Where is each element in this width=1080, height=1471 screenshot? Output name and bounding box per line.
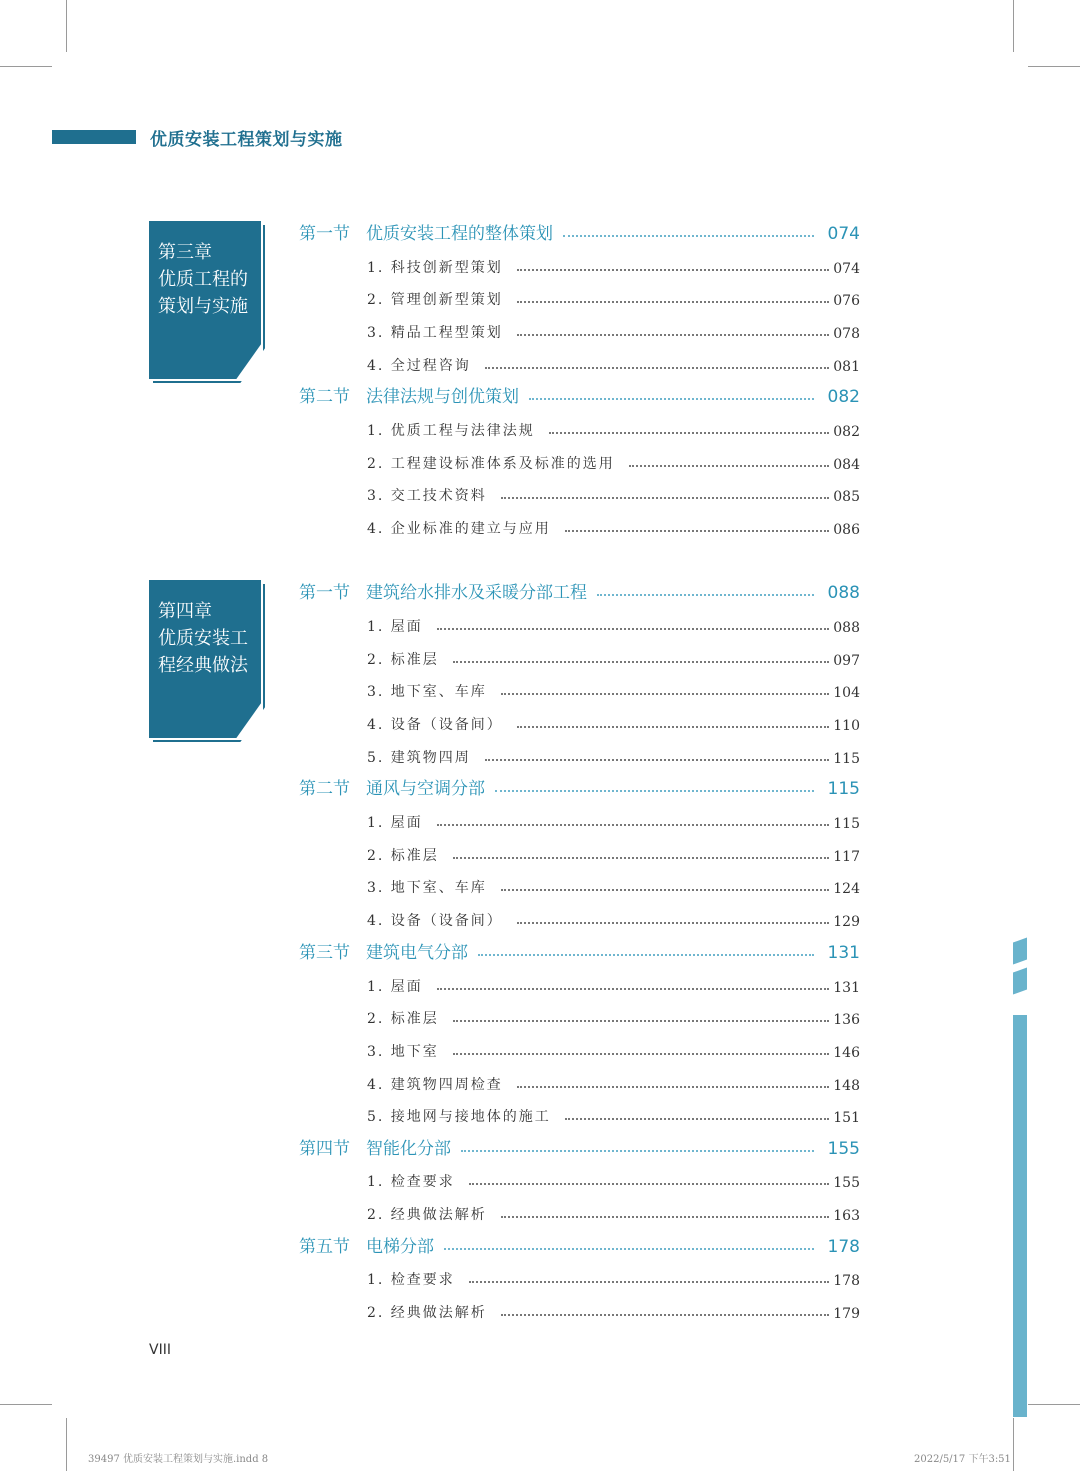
dot-leader	[517, 301, 829, 303]
toc-item-row[interactable]	[367, 314, 860, 342]
item-page-number: 110	[833, 718, 860, 734]
toc-item-row[interactable]	[367, 641, 860, 669]
section-number: 第四节	[299, 1139, 350, 1159]
toc-item-row[interactable]	[367, 347, 860, 375]
dot-leader	[501, 497, 829, 499]
dot-leader	[444, 1248, 814, 1250]
item-page-number: 086	[833, 522, 860, 538]
item-page-number: 085	[833, 489, 860, 505]
running-header-title: 优质安装工程策划与实施	[150, 130, 343, 150]
toc-item-row[interactable]	[367, 510, 860, 538]
section-number: 第五节	[299, 1237, 350, 1257]
item-title: 1. 屋面	[367, 619, 423, 635]
item-page-number: 088	[833, 620, 860, 636]
item-title: 3. 地下室、车库	[367, 880, 487, 896]
toc-item-row[interactable]	[367, 412, 860, 440]
item-title: 5. 建筑物四周	[367, 750, 471, 766]
item-title: 1. 优质工程与法律法规	[367, 423, 535, 439]
item-title: 4. 企业标准的建立与应用	[367, 521, 551, 537]
toc-item-row[interactable]	[367, 673, 860, 701]
item-page-number: 151	[833, 1110, 860, 1126]
toc-item-row[interactable]	[367, 968, 860, 996]
dot-leader	[453, 1020, 829, 1022]
section-title: 优质安装工程的整体策划	[366, 224, 553, 244]
crop-mark	[0, 1404, 52, 1405]
chapter-name-line: 优质工程的	[158, 269, 248, 290]
item-page-number: 084	[833, 457, 860, 473]
chapter-4-title	[158, 598, 248, 679]
section-title: 建筑电气分部	[366, 943, 468, 963]
item-page-number: 115	[833, 816, 860, 832]
toc-section-row[interactable]	[299, 575, 860, 603]
chapter-3-box	[149, 221, 263, 381]
dot-leader	[453, 1053, 829, 1055]
item-page-number: 163	[833, 1208, 860, 1224]
item-title: 3. 地下室、车库	[367, 684, 487, 700]
toc-section-row[interactable]	[299, 771, 860, 799]
dot-leader	[469, 1183, 829, 1185]
item-page-number: 078	[833, 326, 860, 342]
header-accent-bar	[52, 130, 136, 144]
item-title: 4. 设备（设备间）	[367, 913, 503, 929]
dot-leader	[437, 824, 829, 826]
edge-stripe	[1013, 937, 1027, 964]
dot-leader	[453, 661, 829, 663]
toc-item-row[interactable]	[367, 445, 860, 473]
chapter-name-line: 策划与实施	[158, 296, 248, 317]
toc-item-row[interactable]	[367, 608, 860, 636]
section-page-number: 155	[827, 1139, 860, 1159]
dot-leader	[485, 367, 829, 369]
item-page-number: 074	[833, 261, 860, 277]
toc-item-row[interactable]	[367, 249, 860, 277]
section-page-number: 178	[827, 1237, 860, 1257]
crop-mark	[1028, 1404, 1080, 1405]
toc-item-row[interactable]	[367, 1033, 860, 1061]
dot-leader	[517, 726, 829, 728]
item-page-number: 129	[833, 914, 860, 930]
dot-leader	[563, 235, 814, 237]
footer-file-info: 39497 优质安装工程策划与实施.indd 8	[88, 1454, 269, 1465]
section-number: 第一节	[299, 224, 350, 244]
item-title: 2. 标准层	[367, 652, 439, 668]
item-page-number: 117	[833, 849, 860, 865]
dot-leader	[517, 922, 829, 924]
toc-section-row[interactable]	[299, 1229, 860, 1257]
toc-item-row[interactable]	[367, 837, 860, 865]
dot-leader	[565, 1118, 829, 1120]
dot-leader	[501, 693, 829, 695]
chapter-label: 第三章	[158, 242, 212, 263]
chapter-name-line: 程经典做法	[158, 655, 248, 676]
item-title: 3. 交工技术资料	[367, 488, 487, 504]
item-page-number: 148	[833, 1078, 860, 1094]
crop-mark	[1013, 1418, 1014, 1471]
dot-leader	[478, 954, 814, 956]
edge-stripe	[1013, 967, 1027, 994]
edge-stripe	[1013, 1015, 1027, 1417]
item-title: 1. 屋面	[367, 815, 423, 831]
item-title: 1. 屋面	[367, 979, 423, 995]
item-title: 4. 建筑物四周检查	[367, 1077, 503, 1093]
item-page-number: 136	[833, 1012, 860, 1028]
section-title: 电梯分部	[366, 1237, 434, 1257]
toc-item-row[interactable]	[367, 902, 860, 930]
section-number: 第二节	[299, 387, 350, 407]
toc-section-row[interactable]	[299, 1131, 860, 1159]
item-title: 2. 管理创新型策划	[367, 292, 503, 308]
item-page-number: 124	[833, 881, 860, 897]
dot-leader	[517, 269, 829, 271]
section-page-number: 115	[827, 779, 860, 799]
dot-leader	[495, 790, 814, 792]
dot-leader	[517, 334, 829, 336]
section-number: 第二节	[299, 779, 350, 799]
chapter-label: 第四章	[158, 601, 212, 622]
dot-leader	[501, 1314, 829, 1316]
chapter-name-line: 优质安装工	[158, 628, 248, 649]
item-page-number: 179	[833, 1306, 860, 1322]
item-title: 3. 地下室	[367, 1044, 439, 1060]
dot-leader	[453, 857, 829, 859]
toc-section-row[interactable]	[299, 216, 860, 244]
section-number: 第一节	[299, 583, 350, 603]
toc-item-row[interactable]	[367, 1261, 860, 1289]
section-title: 智能化分部	[366, 1139, 451, 1159]
crop-mark	[1028, 66, 1080, 67]
item-title: 5. 接地网与接地体的施工	[367, 1109, 551, 1125]
section-page-number: 074	[827, 224, 860, 244]
dot-leader	[597, 594, 814, 596]
toc-item-row[interactable]	[367, 281, 860, 309]
item-page-number: 131	[833, 980, 860, 996]
item-page-number: 097	[833, 653, 860, 669]
item-title: 2. 经典做法解析	[367, 1305, 487, 1321]
toc-item-row[interactable]	[367, 706, 860, 734]
section-page-number: 088	[827, 583, 860, 603]
toc-item-row[interactable]	[367, 1196, 860, 1224]
toc-item-row[interactable]	[367, 739, 860, 767]
item-title: 3. 精品工程型策划	[367, 325, 503, 341]
dot-leader	[461, 1150, 814, 1152]
dot-leader	[469, 1281, 829, 1283]
toc-item-row[interactable]	[367, 1000, 860, 1028]
section-title: 法律法规与创优策划	[366, 387, 519, 407]
toc-item-row[interactable]	[367, 1294, 860, 1322]
page-number: VIII	[149, 1342, 171, 1358]
dot-leader	[437, 628, 829, 630]
dot-leader	[565, 530, 829, 532]
item-page-number: 155	[833, 1175, 860, 1191]
toc-section-row[interactable]	[299, 379, 860, 407]
crop-mark	[66, 0, 67, 52]
dot-leader	[437, 988, 829, 990]
item-title: 1. 检查要求	[367, 1174, 455, 1190]
item-page-number: 076	[833, 293, 860, 309]
crop-mark	[66, 1418, 67, 1471]
section-number: 第三节	[299, 943, 350, 963]
chapter-3-title	[158, 239, 248, 320]
item-title: 2. 标准层	[367, 848, 439, 864]
dot-leader	[629, 465, 829, 467]
item-title: 2. 工程建设标准体系及标准的选用	[367, 456, 615, 472]
item-page-number: 104	[833, 685, 860, 701]
dot-leader	[485, 759, 829, 761]
footer-timestamp: 2022/5/17 下午3:51	[914, 1454, 1011, 1465]
crop-mark	[0, 66, 52, 67]
dot-leader	[501, 1216, 829, 1218]
item-title: 2. 标准层	[367, 1011, 439, 1027]
toc-item-row[interactable]	[367, 804, 860, 832]
toc-section-row[interactable]	[299, 935, 860, 963]
toc-item-row[interactable]	[367, 869, 860, 897]
item-title: 2. 经典做法解析	[367, 1207, 487, 1223]
toc-item-row[interactable]	[367, 477, 860, 505]
item-page-number: 115	[833, 751, 860, 767]
item-page-number: 081	[833, 359, 860, 375]
crop-mark	[1013, 0, 1014, 52]
section-page-number: 131	[827, 943, 860, 963]
item-title: 1. 检查要求	[367, 1272, 455, 1288]
dot-leader	[549, 432, 829, 434]
section-title: 通风与空调分部	[366, 779, 485, 799]
chapter-4-box	[149, 580, 263, 740]
toc-item-row[interactable]	[367, 1098, 860, 1126]
item-page-number: 146	[833, 1045, 860, 1061]
item-page-number: 178	[833, 1273, 860, 1289]
toc-item-row[interactable]	[367, 1066, 860, 1094]
section-page-number: 082	[827, 387, 860, 407]
toc-item-row[interactable]	[367, 1163, 860, 1191]
item-page-number: 082	[833, 424, 860, 440]
item-title: 4. 设备（设备间）	[367, 717, 503, 733]
dot-leader	[501, 889, 829, 891]
dot-leader	[517, 1086, 829, 1088]
dot-leader	[529, 398, 814, 400]
item-title: 4. 全过程咨询	[367, 358, 471, 374]
section-title: 建筑给水排水及采暖分部工程	[366, 583, 587, 603]
item-title: 1. 科技创新型策划	[367, 260, 503, 276]
